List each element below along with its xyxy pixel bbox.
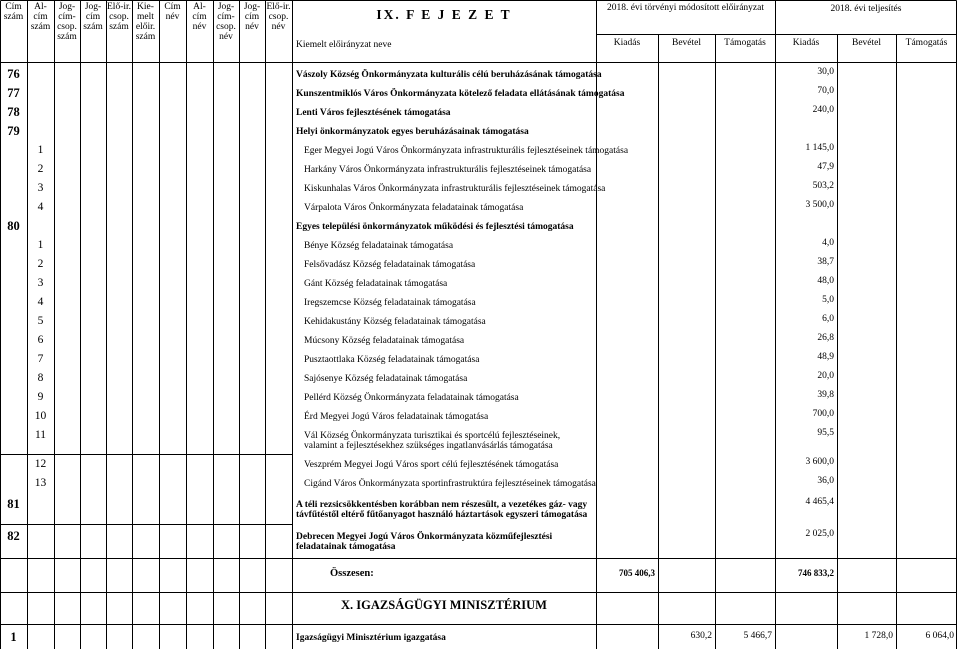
total-value-a1: 705 406,3 bbox=[619, 568, 655, 578]
row-alcim-number: 2 bbox=[37, 258, 44, 270]
row-name: Gánt Község feladatainak támogatása bbox=[304, 279, 448, 289]
row-alcim-number: 5 bbox=[37, 315, 44, 327]
row-value-b1: 4,0 bbox=[822, 238, 834, 248]
row-value-b1: 5,0 bbox=[822, 295, 834, 305]
header-col-jogcimcsop: Jog-cím-csop. szám bbox=[57, 2, 77, 42]
row-name: Kehidakustány Község feladatainak támogatása bbox=[304, 317, 486, 327]
row-cim-number: 82 bbox=[7, 529, 20, 543]
header-col-jogcimcsopnev: Jog-cím-csop. név bbox=[216, 2, 236, 42]
row-value-b1: 38,7 bbox=[817, 257, 834, 267]
row-value-b1: 3 500,0 bbox=[805, 200, 834, 210]
row-alcim-number: 4 bbox=[37, 296, 44, 308]
row-alcim-number: 3 bbox=[37, 182, 44, 194]
row-name: Debrecen Megyei Jogú Város Önkormányzata közműfejlesztési feladatainak támogatása bbox=[296, 532, 553, 552]
group-header-performance: 2018. évi teljesítés bbox=[830, 4, 902, 14]
row-value-b1: 6,0 bbox=[822, 314, 834, 324]
row-value-b1: 2 025,0 bbox=[805, 529, 834, 539]
last-row-value-a2: 630,2 bbox=[690, 631, 712, 641]
last-row-name: Igazságügyi Minisztérium igazgatása bbox=[296, 633, 446, 643]
row-cim-number: 79 bbox=[7, 124, 20, 138]
row-alcim-number: 2 bbox=[37, 163, 44, 175]
row-name: Egyes települési önkormányzatok működési és fejlesztési támogatása bbox=[296, 222, 574, 232]
row-name: Bénye Község feladatainak támogatása bbox=[304, 241, 454, 251]
subheader-kiadas-performance: Kiadás bbox=[792, 38, 820, 48]
header-col-jogcimnev: Jog-cím név bbox=[243, 2, 261, 32]
subheader-tamogatas-performance: Támogatás bbox=[905, 38, 948, 48]
total-value-b1: 746 833,2 bbox=[798, 568, 834, 578]
group-header-modified: 2018. évi törvényi módosított előirányzat bbox=[607, 3, 764, 13]
row-value-b1: 700,0 bbox=[812, 409, 834, 419]
last-row-value-b3: 6 064,0 bbox=[925, 631, 954, 641]
subheader-bevetel-performance: Bevétel bbox=[851, 38, 881, 48]
header-col-cim: Cím szám bbox=[3, 2, 24, 22]
row-name: Sajósenye Község feladatainak támogatása bbox=[304, 374, 468, 384]
row-alcim-number: 13 bbox=[34, 477, 47, 489]
header-col-alcimnev: Al-cím név bbox=[192, 2, 207, 32]
row-name: Pusztaottlaka Község feladatainak támogatása bbox=[304, 355, 480, 365]
header-col-eloir: Elő-ir. csop. szám bbox=[107, 2, 132, 32]
row-alcim-number: 9 bbox=[37, 391, 44, 403]
header-col-cimnev: Cím név bbox=[164, 2, 181, 22]
header-col-kiemelt: Kie-melt előir. szám bbox=[135, 2, 156, 42]
kiemelt-neve-header: Kiemelt előirányzat neve bbox=[296, 40, 392, 50]
row-alcim-number: 10 bbox=[34, 410, 47, 422]
header-col-eloircsopnev: Elő-ir. csop. név bbox=[266, 2, 291, 32]
row-name: Helyi önkormányzatok egyes beruházásainak támogatása bbox=[296, 127, 529, 137]
subheader-bevetel-modified: Bevétel bbox=[671, 38, 701, 48]
row-value-b1: 48,0 bbox=[817, 276, 834, 286]
chapter-title: IX. F E J E Z E T bbox=[376, 7, 512, 22]
row-cim-number: 78 bbox=[7, 105, 20, 119]
last-row-cim-number: 1 bbox=[10, 630, 17, 644]
row-name: Kunszentmiklós Város Önkormányzata kötelező feladata ellátásának támogatása bbox=[296, 89, 625, 99]
row-name: A téli rezsicsökkentésben korábban nem részesült, a vezetékes gáz- vagy távfűtéstől eltérő fűtőanyagot használó háztartások egyszeri támogatása bbox=[296, 500, 588, 520]
row-name: Veszprém Megyei Jogú Város sport célú fejlesztésének támogatása bbox=[304, 460, 559, 470]
row-cim-number: 81 bbox=[7, 497, 20, 511]
row-value-b1: 39,8 bbox=[817, 390, 834, 400]
subheader-kiadas-modified: Kiadás bbox=[613, 38, 641, 48]
row-alcim-number: 4 bbox=[37, 201, 44, 213]
row-value-b1: 4 465,4 bbox=[805, 497, 834, 507]
total-label: Összesen: bbox=[330, 568, 374, 579]
row-value-b1: 240,0 bbox=[812, 105, 834, 115]
row-name: Pellérd Község Önkormányzata feladatainak támogatása bbox=[304, 393, 519, 403]
row-name: Érd Megyei Jogú Város feladatainak támogatása bbox=[304, 412, 489, 422]
row-value-b1: 95,5 bbox=[817, 428, 834, 438]
row-name: Lenti Város fejlesztésének támogatása bbox=[296, 108, 451, 118]
section-title-justice-ministry: X. IGAZSÁGÜGYI MINISZTÉRIUM bbox=[341, 598, 547, 612]
row-name: Felsővadász Község feladatainak támogatása bbox=[304, 260, 476, 270]
row-value-b1: 20,0 bbox=[817, 371, 834, 381]
header-col-jogcim: Jog-cím szám bbox=[83, 2, 103, 32]
row-name: Harkány Város Önkormányzata infrastrukturális fejlesztéseinek támogatása bbox=[304, 165, 592, 175]
subheader-tamogatas-modified: Támogatás bbox=[724, 38, 766, 48]
row-value-b1: 3 600,0 bbox=[805, 457, 834, 467]
row-name: Vál Község Önkormányzata turisztikai és sportcélú fejlesztéseinek, valamint a fejlesztésekhez szükséges ingatlanvásárlás támogatása bbox=[304, 431, 561, 451]
header-col-alcim: Al-cím szám bbox=[30, 2, 51, 32]
row-alcim-number: 3 bbox=[37, 277, 44, 289]
row-name: Kiskunhalas Város Önkormányzata infrastrukturális fejlesztéseinek támogatása bbox=[304, 184, 606, 194]
row-alcim-number: 6 bbox=[37, 334, 44, 346]
last-row-value-b2: 1 728,0 bbox=[864, 631, 893, 641]
row-name: Múcsony Község feladatainak támogatása bbox=[304, 336, 465, 346]
row-value-b1: 503,2 bbox=[812, 181, 834, 191]
row-name: Vászoly Község Önkormányzata kulturális célú beruházásának támogatása bbox=[296, 70, 602, 80]
row-name: Iregszemcse Község feladatainak támogatása bbox=[304, 298, 476, 308]
row-value-b1: 47,9 bbox=[817, 162, 834, 172]
last-row-value-a3: 5 466,7 bbox=[743, 631, 772, 641]
row-name: Várpalota Város Önkormányzata feladatainak támogatása bbox=[304, 203, 524, 213]
row-alcim-number: 8 bbox=[37, 372, 44, 384]
row-value-b1: 70,0 bbox=[817, 86, 834, 96]
row-value-b1: 30,0 bbox=[817, 67, 834, 77]
row-alcim-number: 12 bbox=[34, 458, 47, 470]
row-alcim-number: 1 bbox=[37, 144, 44, 156]
row-value-b1: 26,8 bbox=[817, 333, 834, 343]
row-name: Cigánd Város Önkormányzata sportinfrastruktúra fejlesztéseinek támogatása bbox=[304, 479, 596, 489]
row-alcim-number: 11 bbox=[34, 429, 47, 441]
row-alcim-number: 1 bbox=[37, 239, 44, 251]
row-value-b1: 36,0 bbox=[817, 476, 834, 486]
row-cim-number: 76 bbox=[7, 67, 20, 81]
row-name: Eger Megyei Jogú Város Önkormányzata infrastrukturális fejlesztéseinek támogatása bbox=[304, 146, 629, 156]
row-cim-number: 77 bbox=[7, 86, 20, 100]
row-cim-number: 80 bbox=[7, 219, 20, 233]
row-value-b1: 1 145,0 bbox=[805, 143, 834, 153]
row-value-b1: 48,9 bbox=[817, 352, 834, 362]
row-alcim-number: 7 bbox=[37, 353, 44, 365]
